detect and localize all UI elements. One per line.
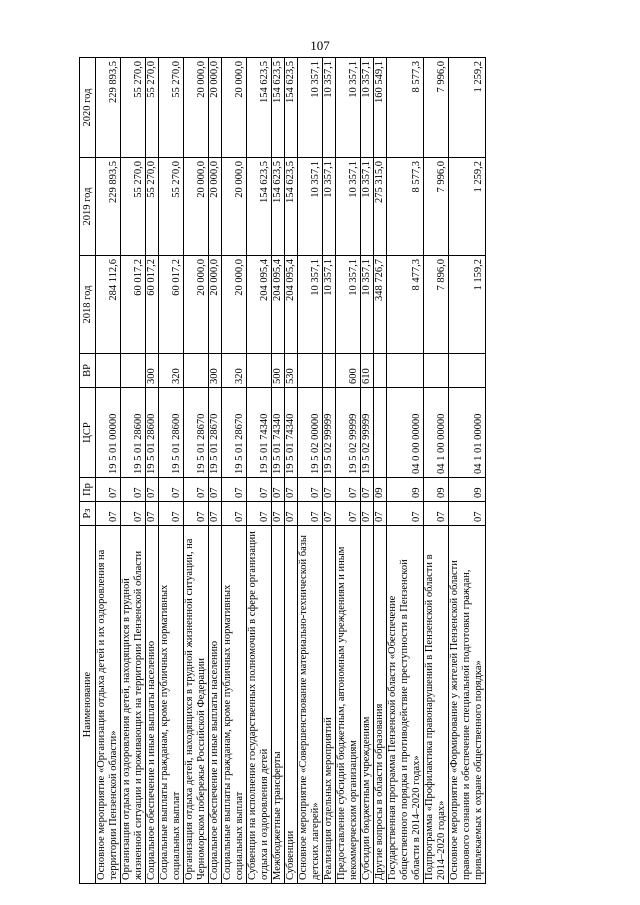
- cell-vr: [424, 354, 449, 388]
- cell-name: Социальные выплаты гражданам, кроме публичных нормативных социальных выплат: [159, 526, 184, 884]
- table-row: [247, 58, 272, 884]
- cell-2020: 10 357,1: [361, 58, 374, 158]
- table-row: [146, 58, 159, 884]
- cell-2018: 20 000,0: [184, 256, 209, 354]
- cell-name: Межбюджетные трансферты: [272, 526, 285, 884]
- cell-csr: 04 0 00 00000: [387, 388, 424, 478]
- cell-rz: 07: [96, 502, 121, 526]
- cell-csr: 19 5 01 74340: [285, 388, 298, 478]
- cell-2020: 10 357,1: [298, 58, 323, 158]
- cell-csr: 19 5 01 28670: [222, 388, 247, 478]
- cell-2020: 229 893,5: [96, 58, 121, 158]
- column-header-rz: Рз: [80, 502, 96, 526]
- cell-2020: 1 259,2: [449, 58, 486, 158]
- cell-rz: 07: [336, 502, 361, 526]
- cell-name: Организация отдыха и оздоровления детей, находящихся в трудной жизненной ситуации и проживающих на территории Пензенской области: [121, 526, 146, 884]
- cell-name: Основное мероприятие «Организация отдыха детей и их оздоровления на территории Пензенской области»: [96, 526, 121, 884]
- cell-vr: 320: [159, 354, 184, 388]
- cell-rz: 07: [209, 502, 222, 526]
- cell-pr: 07: [336, 478, 361, 502]
- cell-name: Социальное обеспечение и иные выплаты населению: [146, 526, 159, 884]
- cell-2019: 10 357,1: [336, 158, 361, 256]
- cell-rz: 07: [424, 502, 449, 526]
- cell-vr: 530: [285, 354, 298, 388]
- cell-pr: 07: [272, 478, 285, 502]
- cell-rz: 07: [387, 502, 424, 526]
- cell-pr: 07: [247, 478, 272, 502]
- table-body: [96, 58, 486, 884]
- cell-rz: 07: [121, 502, 146, 526]
- cell-name: Предоставление субсидий бюджетным, автономным учреждениям и иным некоммерческим организациям: [336, 526, 361, 884]
- cell-2019: 20 000,0: [184, 158, 209, 256]
- cell-rz: 07: [285, 502, 298, 526]
- cell-name: Государственная программа Пензенской области «Обеспечение общественного порядка и противодействие преступности в Пензенской области в 2014–2020 годах»: [387, 526, 424, 884]
- column-header-2020: 2020 год: [80, 58, 96, 158]
- cell-csr: 19 5 01 28600: [159, 388, 184, 478]
- table-row: [361, 58, 374, 884]
- cell-vr: [121, 354, 146, 388]
- cell-vr: [96, 354, 121, 388]
- table-row: [424, 58, 449, 884]
- column-header-csr: ЦСР: [80, 388, 96, 478]
- column-header-name: Наименование: [80, 526, 96, 884]
- table-row: [272, 58, 285, 884]
- column-header-2019: 2019 год: [80, 158, 96, 256]
- cell-vr: 610: [361, 354, 374, 388]
- cell-vr: 320: [222, 354, 247, 388]
- cell-2018: 204 095,4: [272, 256, 285, 354]
- cell-vr: [247, 354, 272, 388]
- cell-2019: 8 577,3: [387, 158, 424, 256]
- cell-2020: 20 000,0: [209, 58, 222, 158]
- cell-name: Субсидии бюджетным учреждениям: [361, 526, 374, 884]
- table-row: [336, 58, 361, 884]
- cell-2018: 284 112,6: [96, 256, 121, 354]
- column-header-vr: ВР: [80, 354, 96, 388]
- cell-2019: 154 623,5: [272, 158, 285, 256]
- cell-csr: 19 5 01 28600: [121, 388, 146, 478]
- cell-rz: 07: [361, 502, 374, 526]
- page-number: 107: [310, 38, 330, 53]
- cell-rz: 07: [247, 502, 272, 526]
- cell-2020: 55 270,0: [146, 58, 159, 158]
- cell-pr: 07: [323, 478, 336, 502]
- cell-name: Реализация отдельных мероприятий: [323, 526, 336, 884]
- cell-rz: 07: [323, 502, 336, 526]
- cell-pr: 07: [184, 478, 209, 502]
- cell-2019: 7 996,0: [424, 158, 449, 256]
- cell-2020: 8 577,3: [387, 58, 424, 158]
- cell-pr: 07: [222, 478, 247, 502]
- cell-csr: 19 5 02 00000: [298, 388, 323, 478]
- cell-name: Организация отдыха детей, находящихся в трудной жизненной ситуации, на Черноморском побережье Российской Федерации: [184, 526, 209, 884]
- cell-vr: [323, 354, 336, 388]
- cell-2018: 20 000,0: [209, 256, 222, 354]
- cell-csr: 19 5 01 74340: [247, 388, 272, 478]
- cell-2020: 20 000,0: [184, 58, 209, 158]
- cell-2020: 20 000,0: [222, 58, 247, 158]
- cell-2019: 154 623,5: [285, 158, 298, 256]
- cell-pr: 09: [449, 478, 486, 502]
- cell-2019: 229 893,5: [96, 158, 121, 256]
- cell-2020: 10 357,1: [323, 58, 336, 158]
- cell-2019: 10 357,1: [298, 158, 323, 256]
- table-header-row: [80, 58, 96, 884]
- cell-2019: 10 357,1: [323, 158, 336, 256]
- cell-2019: 154 623,5: [247, 158, 272, 256]
- cell-rz: 07: [298, 502, 323, 526]
- cell-rz: 07: [222, 502, 247, 526]
- cell-2020: 154 623,5: [247, 58, 272, 158]
- cell-pr: 07: [159, 478, 184, 502]
- cell-2020: 55 270,0: [159, 58, 184, 158]
- cell-vr: [374, 354, 387, 388]
- table-row: [222, 58, 247, 884]
- cell-csr: 19 5 02 99999: [336, 388, 361, 478]
- column-header-2018: 2018 год: [80, 256, 96, 354]
- cell-pr: 07: [361, 478, 374, 502]
- cell-csr: 04 1 01 00000: [449, 388, 486, 478]
- cell-csr: 19 5 01 74340: [272, 388, 285, 478]
- cell-pr: 07: [209, 478, 222, 502]
- cell-vr: [184, 354, 209, 388]
- cell-vr: 300: [146, 354, 159, 388]
- cell-csr: 19 5 01 00000: [96, 388, 121, 478]
- cell-vr: [387, 354, 424, 388]
- table-row: [374, 58, 387, 884]
- cell-pr: 07: [146, 478, 159, 502]
- cell-pr: 09: [374, 478, 387, 502]
- cell-pr: 07: [285, 478, 298, 502]
- cell-name: Другие вопросы в области образования: [374, 526, 387, 884]
- cell-rz: 07: [184, 502, 209, 526]
- cell-name: Основное мероприятие «Формирование у жителей Пензенской области правового сознания и обеспечение специальной подготовки граждан, привлекаемых к охране общественного порядка»: [449, 526, 486, 884]
- cell-csr: 19 5 01 28670: [209, 388, 222, 478]
- cell-vr: [298, 354, 323, 388]
- cell-2018: 204 095,4: [285, 256, 298, 354]
- cell-2019: 55 270,0: [121, 158, 146, 256]
- cell-vr: 500: [272, 354, 285, 388]
- budget-table: [79, 57, 486, 884]
- cell-name: Основное мероприятие «Совершенствование материально-технической базы детских лагерей»: [298, 526, 323, 884]
- cell-2018: 10 357,1: [323, 256, 336, 354]
- table-row: [285, 58, 298, 884]
- cell-2018: 60 017,2: [121, 256, 146, 354]
- cell-vr: 300: [209, 354, 222, 388]
- cell-rz: 07: [146, 502, 159, 526]
- cell-name: Подпрограмма «Профилактика правонарушений в Пензенской области в 2014–2020 годах»: [424, 526, 449, 884]
- cell-rz: 07: [374, 502, 387, 526]
- cell-2018: 7 896,0: [424, 256, 449, 354]
- cell-name: Социальные выплаты гражданам, кроме публичных нормативных социальных выплат: [222, 526, 247, 884]
- cell-2019: 10 357,1: [361, 158, 374, 256]
- cell-csr: 19 5 01 28600: [146, 388, 159, 478]
- cell-2019: 55 270,0: [159, 158, 184, 256]
- cell-pr: 09: [424, 478, 449, 502]
- cell-2018: 60 017,2: [146, 256, 159, 354]
- cell-name: Социальное обеспечение и иные выплаты населению: [209, 526, 222, 884]
- column-header-pr: Пр: [80, 478, 96, 502]
- cell-2018: 10 357,1: [298, 256, 323, 354]
- cell-vr: 600: [336, 354, 361, 388]
- table-row: [96, 58, 121, 884]
- cell-2020: 160 549,1: [374, 58, 387, 158]
- cell-2019: 20 000,0: [222, 158, 247, 256]
- table-row: [121, 58, 146, 884]
- table-row: [323, 58, 336, 884]
- cell-2019: 20 000,0: [209, 158, 222, 256]
- cell-pr: 07: [121, 478, 146, 502]
- cell-csr: 19 5 01 28670: [184, 388, 209, 478]
- cell-rz: 07: [159, 502, 184, 526]
- cell-2018: 204 095,4: [247, 256, 272, 354]
- table-row: [449, 58, 486, 884]
- cell-2019: 55 270,0: [146, 158, 159, 256]
- cell-csr: 04 1 00 00000: [424, 388, 449, 478]
- table-row: [387, 58, 424, 884]
- cell-2018: 1 159,2: [449, 256, 486, 354]
- cell-csr: [374, 388, 387, 478]
- cell-pr: 07: [298, 478, 323, 502]
- cell-2020: 154 623,5: [272, 58, 285, 158]
- cell-rz: 07: [449, 502, 486, 526]
- cell-name: Субвенции: [285, 526, 298, 884]
- table-row: [159, 58, 184, 884]
- cell-2020: 10 357,1: [336, 58, 361, 158]
- cell-name: Субвенции на исполнение государственных полномочий в сфере организации отдыха и оздоровления детей: [247, 526, 272, 884]
- cell-vr: [449, 354, 486, 388]
- cell-2018: 60 017,2: [159, 256, 184, 354]
- cell-2018: 10 357,1: [336, 256, 361, 354]
- cell-pr: 07: [96, 478, 121, 502]
- cell-rz: 07: [272, 502, 285, 526]
- table-row: [184, 58, 209, 884]
- rotated-page-content: [79, 58, 559, 884]
- cell-pr: 09: [387, 478, 424, 502]
- cell-2018: 10 357,1: [361, 256, 374, 354]
- cell-2019: 275 315,0: [374, 158, 387, 256]
- cell-2018: 8 477,3: [387, 256, 424, 354]
- cell-2020: 154 623,5: [285, 58, 298, 158]
- cell-2020: 55 270,0: [121, 58, 146, 158]
- cell-2018: 348 726,7: [374, 256, 387, 354]
- cell-2020: 7 996,0: [424, 58, 449, 158]
- cell-2018: 20 000,0: [222, 256, 247, 354]
- cell-csr: 19 5 02 99999: [323, 388, 336, 478]
- cell-csr: 19 5 02 99999: [361, 388, 374, 478]
- table-row: [298, 58, 323, 884]
- table-row: [209, 58, 222, 884]
- cell-2019: 1 259,2: [449, 158, 486, 256]
